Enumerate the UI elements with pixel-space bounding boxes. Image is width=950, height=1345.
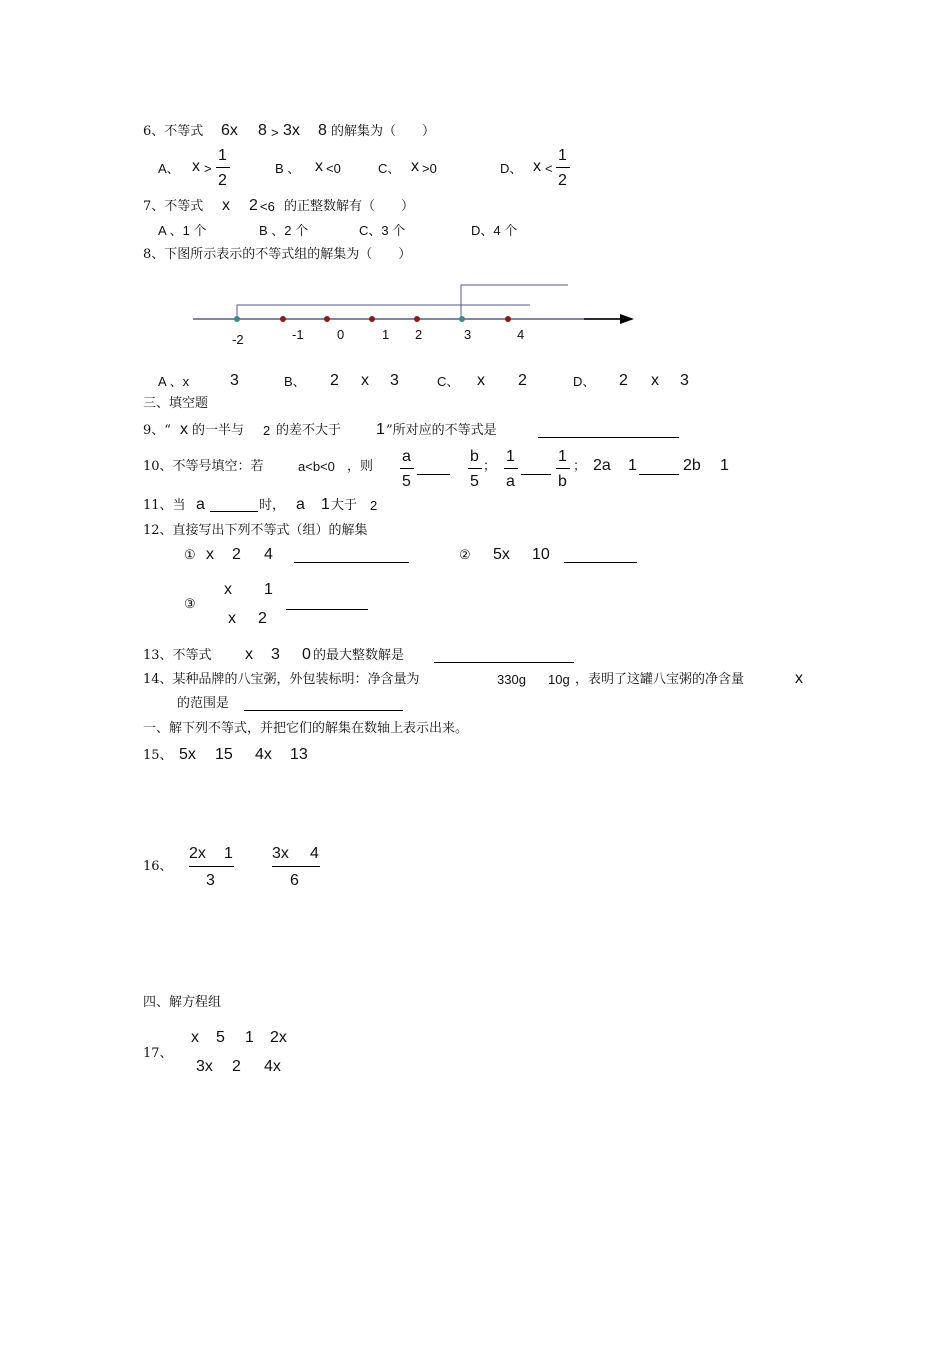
q14-x: x [795,670,803,687]
section-1-heading: 一、解下列不等式，并把它们的解集在数轴上表示出来。 [143,721,469,736]
q13-answer-blank[interactable] [434,662,574,663]
q16-num1-a: 2x [189,845,206,862]
q10-expr2: 2b [683,457,701,474]
number-line-figure [0,0,950,360]
q9-answer-blank[interactable] [538,437,679,438]
q15-b: 15 [215,746,233,763]
q6-option-d-num: 1 [558,147,567,164]
q12-item1-a: 2 [232,546,241,563]
q10-frac4-den: b [558,473,567,490]
q6-option-a-x: x [192,158,200,175]
q10-frac4-num: 1 [558,448,567,465]
q9-two: 2 [263,423,271,438]
number-line-tick-label: 3 [464,327,472,342]
q12-item3-blank[interactable] [286,609,368,610]
q9-mid: 的一半与 [192,423,245,438]
q6-term-c: 3x [283,122,300,139]
q6-option-a-num: 1 [218,147,227,164]
q11-suffix: 大于 [331,498,358,513]
number-line-tick-label: 1 [382,327,390,342]
number-line-tick-label: 0 [337,327,345,342]
q17-label: 17、 [143,1046,173,1061]
bracket-right [461,285,568,319]
q16-num2-b: 4 [310,845,319,862]
q11-prefix: 11、当 [143,498,186,513]
q6-option-b-rest: <0 [326,161,341,176]
q6-option-d-op: < [545,161,553,176]
q13-b: 0 [302,646,311,663]
q12-item3-line2-x: x [228,610,236,627]
q12-item2-mark: ② [459,548,471,563]
q10-blank-2[interactable] [521,474,551,475]
q11-one: 1 [321,496,330,513]
q12-item2-a: 5x [493,546,510,563]
q16-num1-b: 1 [224,845,233,862]
q14-line1b: ，表明了这罐八宝粥的净含量 [575,672,745,687]
q8-option-d-x: x [651,372,659,389]
q6-term-a: 6x [221,122,238,139]
q12-item3-line1-x: x [224,581,232,598]
q8-option-c-x: x [477,372,485,389]
q8-option-b-a: 2 [330,372,339,389]
q6-option-c-label: C、 [378,161,401,176]
q15-c: 4x [255,746,272,763]
number-line-dot [234,316,240,322]
q6-gt: > [271,125,279,140]
q10-blank-3[interactable] [639,474,679,475]
q10-then: ，则 [347,459,374,474]
number-line-dot [369,316,375,322]
q6-option-a-op: > [204,161,212,176]
number-line-tick-label: 2 [415,327,423,342]
q10-frac3-den: a [506,473,515,490]
q8-option-a-label: A 、x [158,374,190,389]
q10-frac3-bar [504,468,518,469]
q6-option-c-rest: >0 [422,161,437,176]
q7-suffix: 的正整数解有（ ） [284,199,415,214]
q7-option-c: C、3 个 [359,223,406,238]
q8-option-d-a: 2 [619,372,628,389]
q12-item2-b: 10 [532,546,550,563]
q9-prefix: 9、“ [143,423,171,438]
q6-option-d-x: x [533,158,541,175]
q10-expr1-b: 1 [628,457,637,474]
q13-x: x [245,646,253,663]
q6-option-d-den: 2 [558,172,567,189]
number-line-dot [459,316,465,322]
q9-one: 1 [376,421,385,438]
q6-option-d-label: D、 [500,161,523,176]
q14-value-2: 10g [548,672,570,687]
q8-option-b-x: x [361,372,369,389]
q6-option-a-den: 2 [218,172,227,189]
number-line-tick-label: -1 [292,327,304,342]
q6-prefix: 6、不等式 [143,124,204,139]
q14-line1: 14、某种品牌的八宝粥，外包装标明：净含量为 [143,672,420,687]
q10-frac4-bar [556,468,570,469]
q9-suffix: ”所对应的不等式是 [386,423,497,438]
q14-answer-blank[interactable] [244,710,403,711]
q12-item1-b: 4 [264,546,273,563]
q17-row1-d: 2x [270,1029,287,1046]
q10-frac1-den: 5 [402,473,411,490]
q12-item1-mark: ① [184,548,196,563]
number-line-dot [324,316,330,322]
q10-frac3-num: 1 [506,448,515,465]
q15-d: 13 [290,746,308,763]
q16-num2-a: 3x [272,845,289,862]
q8-option-b-b: 3 [390,372,399,389]
number-line-tick-label: -2 [232,332,244,347]
q7-x: x [222,197,230,214]
q10-semicolon-1: ； [483,459,497,474]
section-4-heading: 四、解方程组 [143,995,222,1010]
q12-item2-blank[interactable] [564,562,637,563]
q12-item1-blank[interactable] [294,562,409,563]
q16-frac2-bar [272,866,320,867]
number-line-dot [280,316,286,322]
section-3-heading: 三、填空题 [143,396,209,411]
q8-option-d-b: 3 [680,372,689,389]
q8-option-d-label: D、 [573,374,596,389]
q16-label: 16、 [143,859,173,874]
q7-option-a: A 、1 个 [158,223,207,238]
q6-option-a-label: A、 [158,161,180,176]
q10-expr2-b: 1 [720,457,729,474]
q12-item3-mark: ③ [184,597,196,612]
q13-suffix: 的最大整数解是 [313,648,405,663]
q13-prefix: 13、不等式 [143,648,212,663]
q11-a: a [196,496,205,513]
q16-frac1-bar [189,866,234,867]
q10-blank-1[interactable] [417,474,450,475]
q17-row2-a: 3x [196,1058,213,1075]
q10-frac2-bar [468,468,482,469]
q7-two: 2 [249,197,258,214]
q10-semicolon-2: ； [573,459,587,474]
q13-a: 3 [271,646,280,663]
q10-condition: a<b<0 [298,459,335,474]
q7-prefix: 7、不等式 [143,199,204,214]
q11-mid: 时， [259,498,286,513]
q10-frac2-den: 5 [470,473,479,490]
q6-term-b: 8 [258,122,267,139]
q12-text: 12、直接写出下列不等式（组）的解集 [143,523,368,538]
q11-answer-blank[interactable] [210,511,258,512]
q14-value-1: 330g [497,672,526,687]
number-line-dot [505,316,511,322]
q17-row1-a: x [191,1029,199,1046]
q17-row2-b: 2 [232,1058,241,1075]
q10-frac2-num: b [470,448,479,465]
q17-row1-c: 1 [245,1029,254,1046]
number-line-tick-label: 4 [517,327,525,342]
q10-prefix: 10、不等号填空：若 [143,459,264,474]
q8-text: 8、下图所示表示的不等式组的解集为（ ） [143,247,412,262]
q9-mid2: 的差不大于 [276,423,342,438]
q16-den2: 6 [290,872,299,889]
q11-two: 2 [370,498,378,513]
q12-item3-line2-v: 2 [258,610,267,627]
q12-item3-line1-v: 1 [264,581,273,598]
q10-frac1-bar [400,468,414,469]
number-line-dot [414,316,420,322]
q7-option-d: D、4 个 [471,223,518,238]
q8-option-b-label: B、 [284,374,306,389]
q6-option-c-x: x [411,158,419,175]
q15-a: 5x [179,746,196,763]
number-line-arrow-head [620,314,634,324]
q8-option-a-val: 3 [230,372,239,389]
q8-option-c-label: C、 [437,374,460,389]
q11-a2: a [296,496,305,513]
q9-x: x [180,421,188,438]
q15-label: 15、 [143,748,173,763]
q17-row2-c: 4x [264,1058,281,1075]
q10-expr1: 2a [593,457,611,474]
q6-option-b-label: B 、 [275,161,301,176]
q16-den1: 3 [206,872,215,889]
q7-less-six: <6 [260,199,275,214]
q10-frac1-num: a [402,448,411,465]
q6-suffix: 的解集为（ ） [331,124,436,139]
q12-item1-x: x [206,546,214,563]
q14-line2: 的范围是 [177,696,230,711]
q6-option-b-x: x [315,158,323,175]
q6-term-d: 8 [318,122,327,139]
q8-option-c-val: 2 [518,372,527,389]
q17-row1-b: 5 [216,1029,225,1046]
q7-option-b: B 、2 个 [259,223,309,238]
